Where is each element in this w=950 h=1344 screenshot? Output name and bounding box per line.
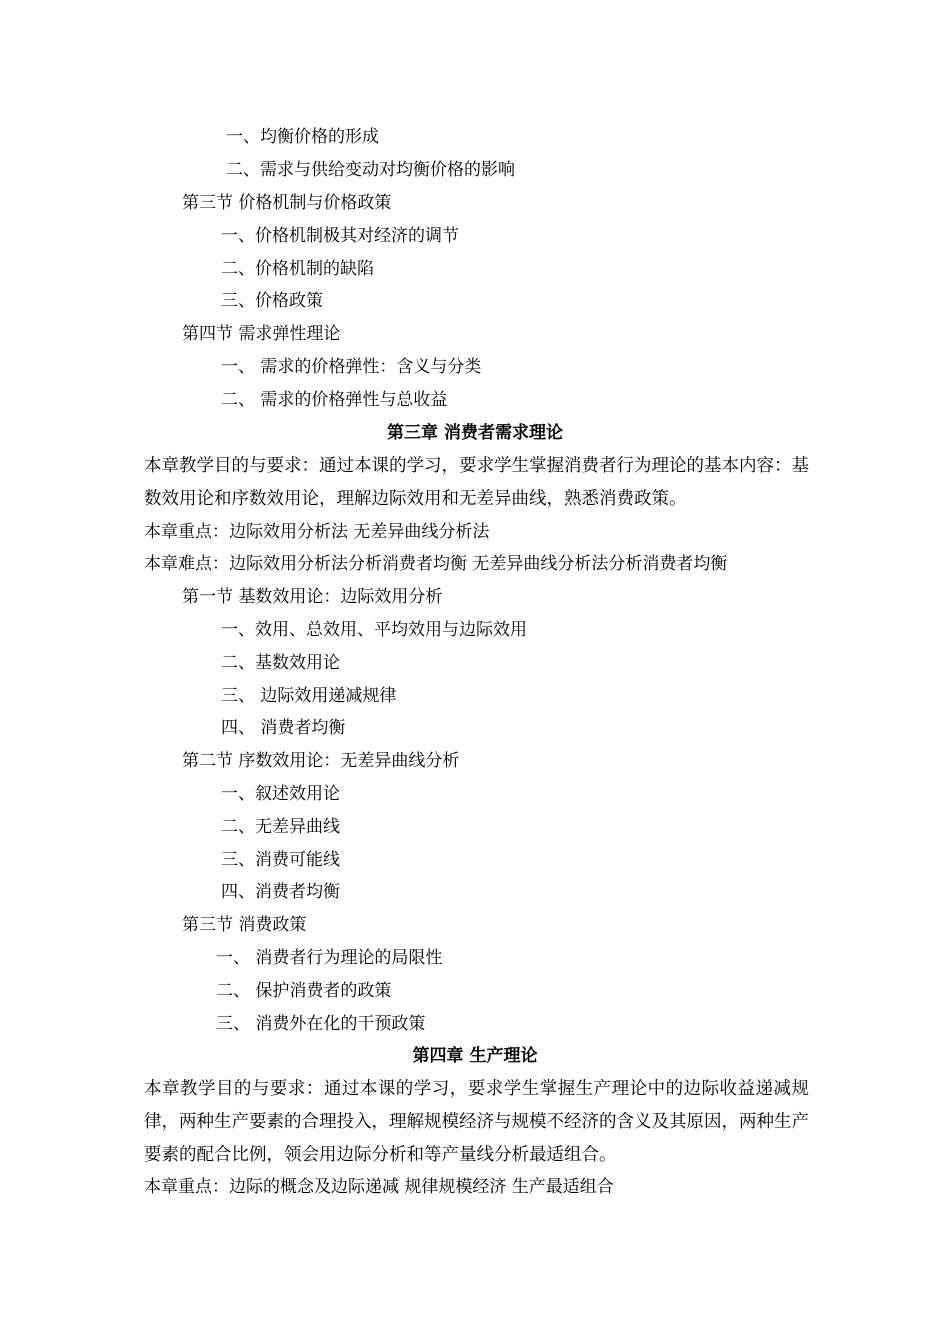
chapter4-objectives-paragraph: 本章教学目的与要求：通过本课的学习，要求学生掌握生产理论中的边际收益递减规律，两种生产要素的合理投入，理解规模经济与规模不经济的含义及其原因，两种生产要素的配合比例，领会用边际分析和等产量线分析最适组合。 [144,1079,809,1165]
section-heading-price-mechanism: 第三节 价格机制与价格政策 [182,193,392,213]
item-theory-limitations: 一、 消费者行为理论的局限性 [216,948,443,968]
item-diminishing-marginal-utility: 三、 边际效用递减规律 [221,686,397,706]
item-cardinal-utility-theory: 二、基数效用论 [221,653,340,673]
item-price-policy: 三、价格政策 [221,291,323,311]
item-price-elasticity-definition: 一、 需求的价格弹性：含义与分类 [221,357,482,377]
item-price-mechanism-defects: 二、价格机制的缺陷 [221,259,374,279]
section-heading-demand-elasticity: 第四节 需求弹性理论 [182,324,341,344]
chapter3-difficult-points: 本章难点：边际效用分析法分析消费者均衡 无差异曲线分析法分析消费者均衡 [144,554,728,574]
chapter4-key-points: 本章重点：边际的概念及边际递减 规律规模经济 生产最适组合 [144,1177,614,1197]
chapter3-objectives-paragraph: 本章教学目的与要求：通过本课的学习，要求学生掌握消费者行为理论的基本内容：基数效用论和序数效用论，理解边际效用和无差异曲线，熟悉消费政策。 [144,456,809,509]
section-heading-ordinal-utility: 第二节 序数效用论：无差异曲线分析 [182,751,460,771]
item-equilibrium-price-formation: 一、均衡价格的形成 [226,127,379,147]
chapter3-key-points: 本章重点：边际效用分析法 无差异曲线分析法 [144,522,490,542]
section-heading-consumption-policy: 第三节 消费政策 [182,915,307,935]
item-externality-intervention: 三、 消费外在化的干预政策 [216,1014,426,1034]
item-narrative-utility: 一、叙述效用论 [221,784,340,804]
section-heading-cardinal-utility: 第一节 基数效用论：边际效用分析 [182,587,443,607]
item-utility-types: 一、效用、总效用、平均效用与边际效用 [221,620,527,640]
item-price-mechanism-regulation: 一、价格机制极其对经济的调节 [221,226,459,246]
item-budget-line: 三、消费可能线 [221,850,340,870]
item-supply-demand-change-effect: 二、需求与供给变动对均衡价格的影响 [226,160,515,180]
item-indifference-curve: 二、无差异曲线 [221,817,340,837]
item-consumer-equilibrium-1: 四、 消费者均衡 [221,718,346,738]
item-consumer-protection: 二、 保护消费者的政策 [216,981,392,1001]
item-consumer-equilibrium-2: 四、消费者均衡 [221,882,340,902]
chapter-heading-consumer-demand: 第三章 消费者需求理论 [387,423,563,443]
chapter-heading-production-theory: 第四章 生产理论 [412,1046,538,1066]
item-price-elasticity-revenue: 二、 需求的价格弹性与总收益 [221,390,448,410]
